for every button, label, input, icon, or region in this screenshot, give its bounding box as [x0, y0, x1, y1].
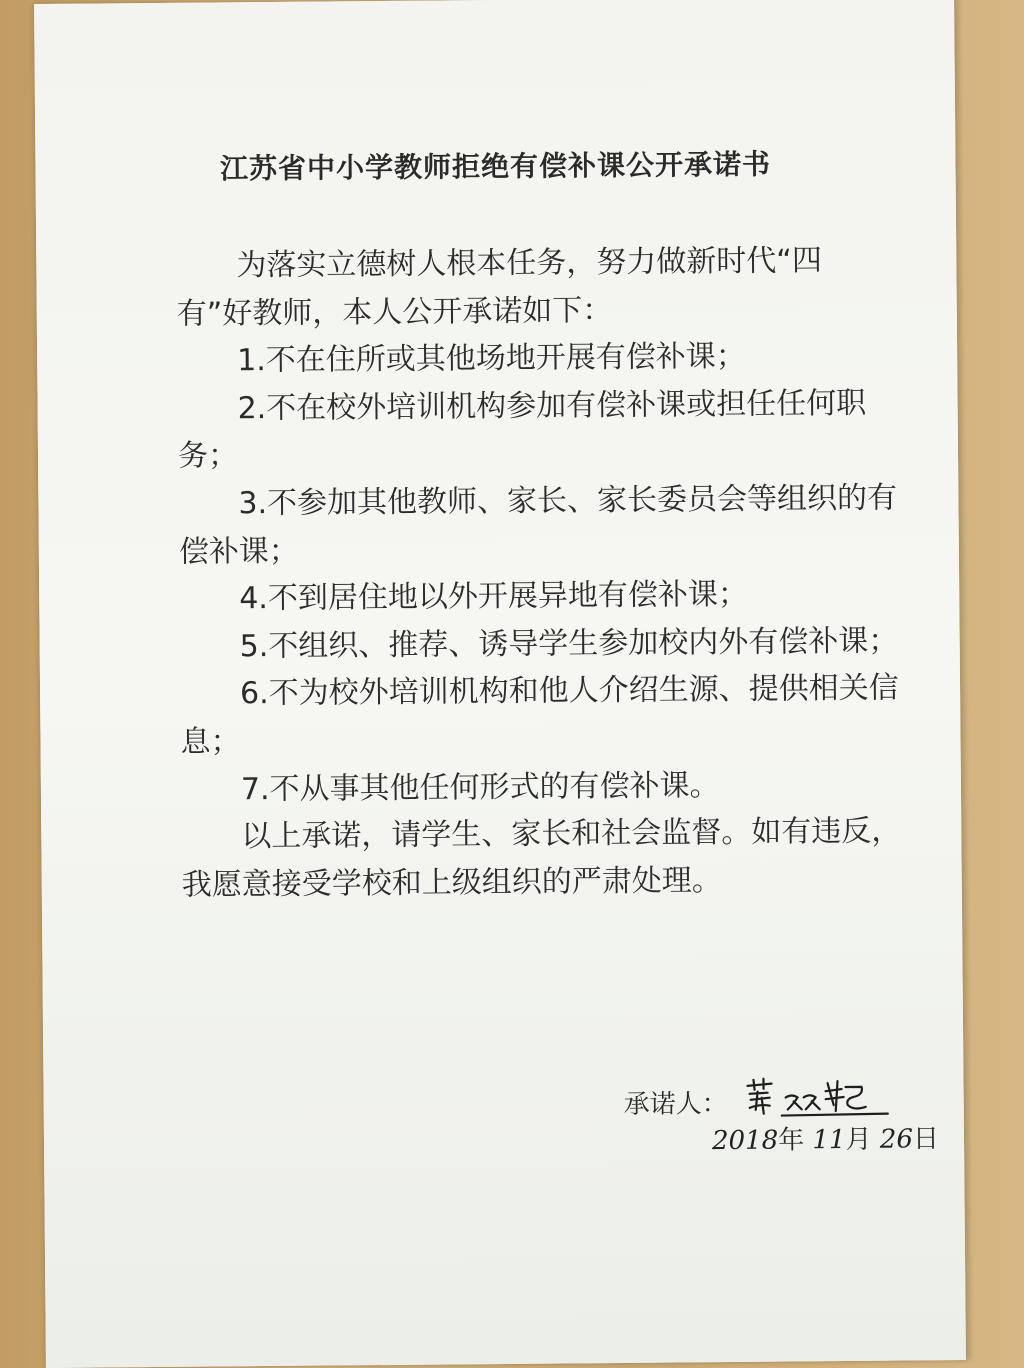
- document-title: 江苏省中小学教师拒绝有偿补课公开承诺书: [219, 147, 772, 186]
- commitment-item-1: 1.不在住所或其他场地开展有偿补课；: [237, 339, 746, 379]
- document-body: [176, 237, 902, 910]
- signature-scribble: [742, 1075, 892, 1120]
- commitment-item-7: 7.不从事其他任何形式的有偿补课。: [240, 767, 720, 807]
- paper-sheet: [34, 0, 966, 1368]
- commitment-item-3: 3.不参加其他教师、家长、家长委员会等组织的有偿补课；: [178, 480, 898, 570]
- date-year-unit: 年: [778, 1125, 805, 1156]
- date-month: 11: [812, 1125, 846, 1156]
- signature-label: 承诺人：: [623, 1089, 728, 1120]
- commitment-item-6: 6.不为校外培训机构和他人介绍生源、提供相关信息；: [180, 670, 899, 760]
- intro-paragraph: 为落实立德树人根本任务，努力做新时代“四有”好教师，本人公开承诺如下：: [176, 243, 823, 332]
- date-row: [712, 1118, 939, 1157]
- commitment-item-5: 5.不组织、推荐、诱导学生参加校内外有偿补课；: [239, 623, 899, 665]
- date-month-unit: 月: [845, 1124, 872, 1156]
- commitment-item-4: 4.不到居住地以外开展异地有偿补课；: [239, 576, 749, 617]
- date-day: 26: [879, 1124, 914, 1155]
- commitment-item-2: 2.不在校外培训机构参加有偿补课或担任任何职务；: [177, 385, 867, 475]
- date-year: 2018: [711, 1125, 779, 1157]
- date-day-unit: 日: [912, 1124, 940, 1155]
- closing-paragraph: 以上承诺，请学生、家长和社会监督。如有违反，我愿意接受学校和上级组织的严肃处理。: [181, 813, 902, 903]
